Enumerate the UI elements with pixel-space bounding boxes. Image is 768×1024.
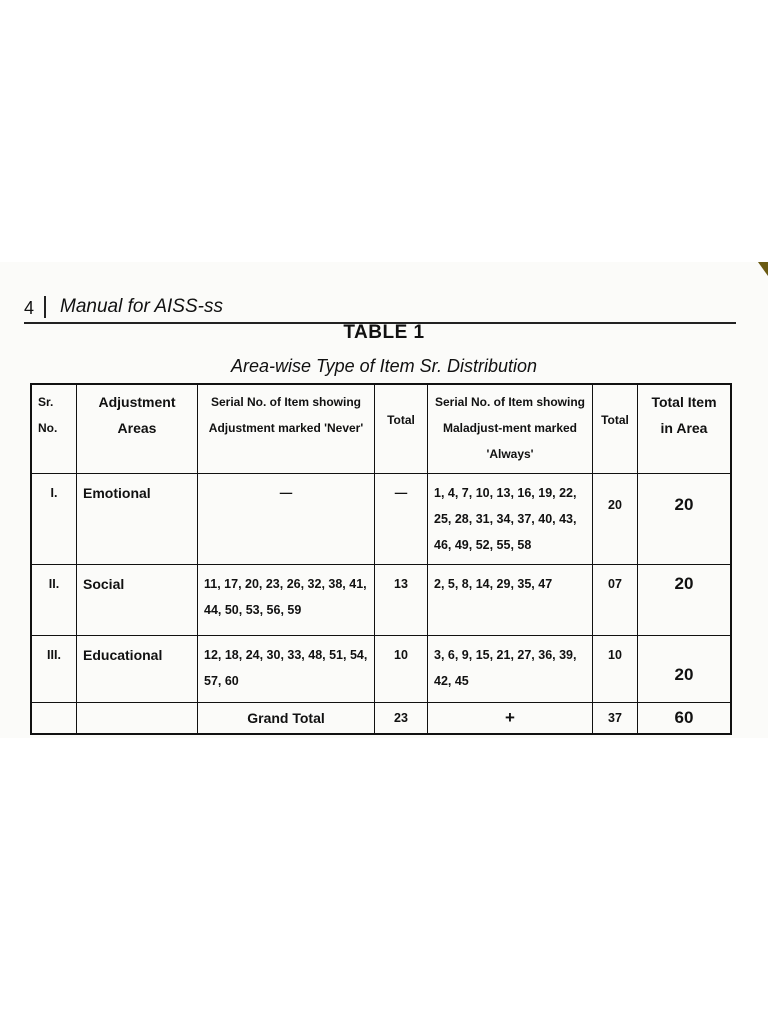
row-total-2: 10 [608, 648, 622, 662]
page-number: 4 [24, 298, 35, 318]
manual-title: Manual for AISS-ss [60, 296, 223, 317]
col-adjustment-areas: Adjustment Areas [98, 394, 176, 436]
row-sr: III. [47, 648, 61, 662]
col-total-item-in-area: Total Item in Area [651, 394, 717, 436]
row-adjustment-items: 11, 17, 20, 23, 26, 32, 38, 41, 44, 50, 53, 56, 59 [204, 577, 367, 617]
row-area: Educational [83, 647, 163, 663]
table-title: TABLE 1 [343, 322, 425, 343]
row-total-1: — [394, 486, 408, 500]
col-adjustment-items: Serial No. of Item showing Adjustment marked 'Never' [208, 395, 364, 435]
table-subtitle: Area-wise Type of Item Sr. Distribution [230, 356, 538, 376]
row-maladjustment-items: 3, 6, 9, 15, 21, 27, 36, 39, 42, 45 [434, 648, 577, 688]
distribution-table [30, 383, 722, 735]
row-sr: I. [50, 486, 58, 500]
page-header [24, 296, 736, 324]
row-total-2: 20 [608, 498, 622, 512]
row-total-1: 10 [394, 648, 408, 662]
row-area: Social [83, 576, 125, 592]
row-total-area: 20 [674, 574, 694, 593]
grand-total-1: 23 [394, 711, 408, 725]
row-sr: II. [48, 577, 60, 591]
table-row [31, 636, 731, 703]
table-header-row [31, 384, 731, 474]
row-total-area: 20 [674, 665, 694, 684]
col-sr-no: Sr. No. [38, 395, 58, 435]
table-row [31, 565, 731, 636]
row-adjustment-items: — [279, 486, 293, 500]
row-maladjustment-items: 1, 4, 7, 10, 13, 16, 19, 22, 25, 28, 31, 34, 37, 40, 43, 46, 49, 52, 55, 58 [434, 486, 577, 552]
grand-total-2: 37 [608, 711, 622, 725]
row-maladjustment-items: 2, 5, 8, 14, 29, 35, 47 [434, 577, 553, 591]
row-area: Emotional [83, 485, 151, 501]
table-row [31, 474, 731, 565]
row-total-1: 13 [394, 577, 408, 591]
corner-mark [758, 262, 768, 276]
grand-total-row [31, 703, 731, 735]
col-maladjustment-items: Serial No. of Item showing Maladjust-ment marked 'Always' [434, 395, 586, 461]
col-total-1: Total [387, 413, 415, 427]
grand-total-plus: + [505, 708, 515, 727]
header-separator [44, 296, 46, 318]
row-total-area: 20 [674, 495, 694, 514]
row-adjustment-items: 12, 18, 24, 30, 33, 48, 51, 54, 57, 60 [204, 648, 368, 688]
row-total-2: 07 [608, 577, 622, 591]
col-total-2: Total [601, 413, 629, 427]
grand-total-label: Grand Total [247, 710, 325, 726]
grand-total-area: 60 [674, 708, 694, 727]
